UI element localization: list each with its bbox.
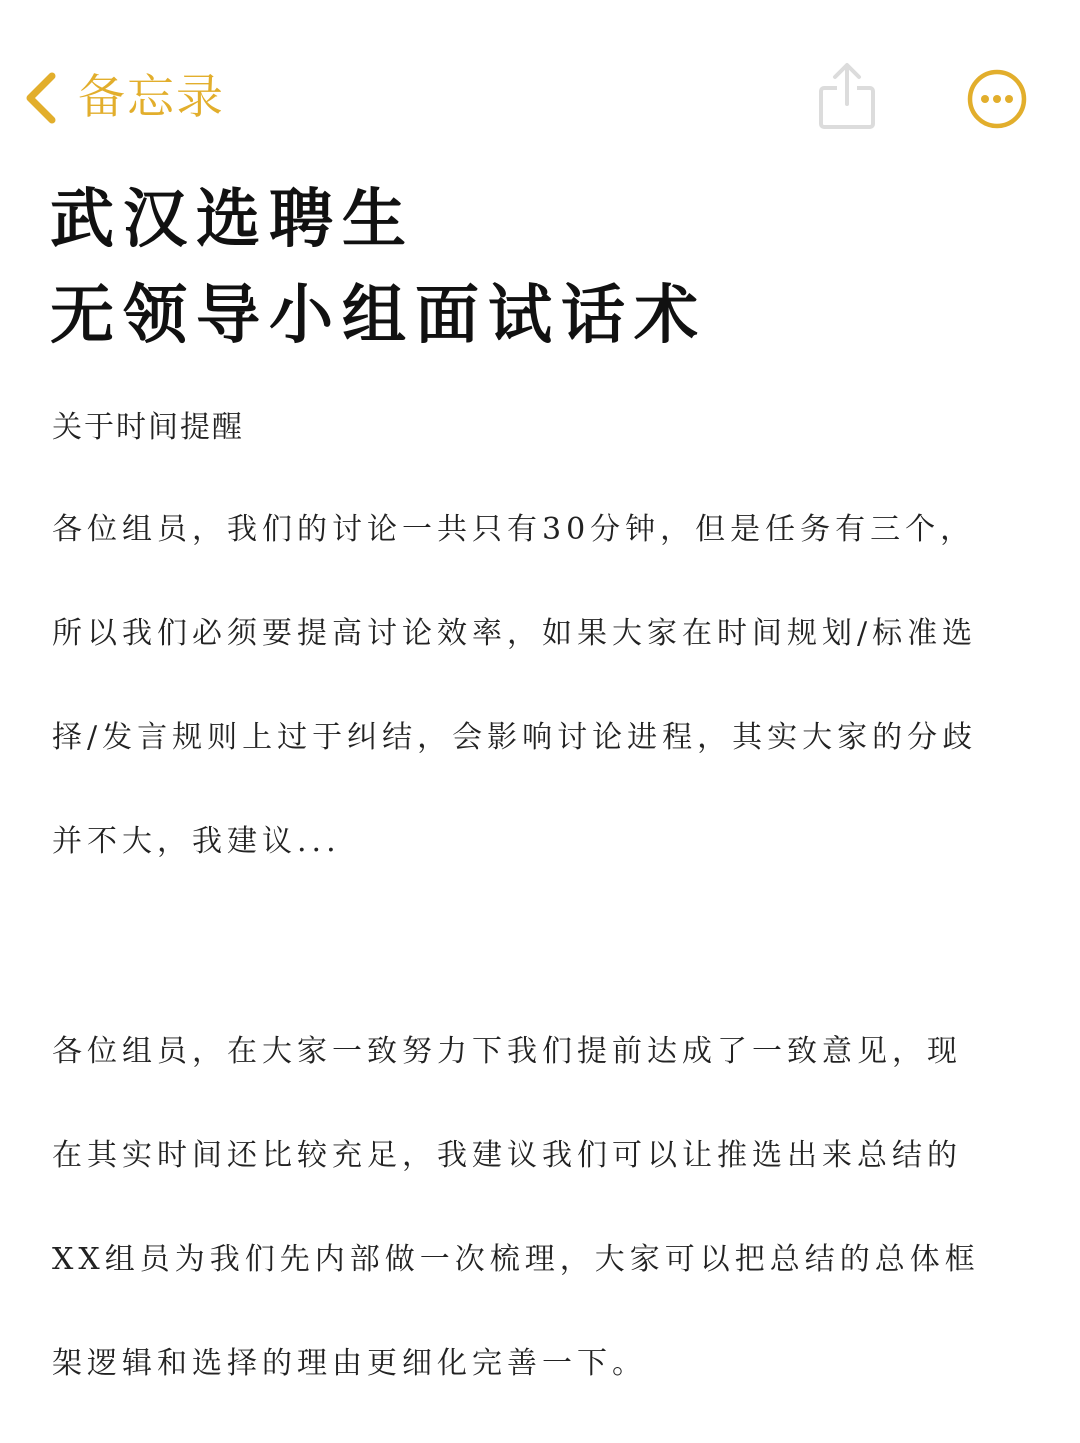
navigation-bar [0, 0, 1080, 160]
ellipsis-circle-icon[interactable] [966, 68, 1028, 130]
section-heading: 关于时间提醒 [52, 410, 244, 445]
paragraph-line: XX组员为我们先内部做一次梳理，大家可以把总结的总体框 [52, 1242, 980, 1277]
share-icon[interactable] [816, 60, 878, 132]
paragraph-line: 在其实时间还比较充足，我建议我们可以让推选出来总结的 [52, 1138, 962, 1173]
back-button[interactable] [22, 66, 225, 130]
paragraph-line: 架逻辑和选择的理由更细化完善一下。 [52, 1346, 647, 1381]
chevron-left-icon [22, 68, 62, 128]
back-label: 备忘录 [78, 70, 225, 125]
paragraph-line: 所以我们必须要提高讨论效率，如果大家在时间规划/标准选 [52, 616, 978, 651]
paragraph-line: 各位组员，在大家一致努力下我们提前达成了一致意见，现 [52, 1034, 962, 1069]
paragraph-time-reminder [52, 500, 1042, 916]
note-title-line-1: 武汉选聘生 [50, 182, 415, 257]
paragraph-line: 各位组员，我们的讨论一共只有30分钟，但是任务有三个， [52, 512, 976, 547]
paragraph-line: 并不大，我建议... [52, 824, 341, 859]
paragraph-early-consensus [52, 1022, 1042, 1438]
paragraph-line: 择/发言规则上过于纠结，会影响讨论进程，其实大家的分歧 [52, 720, 978, 755]
note-title-line-2: 无领导小组面试话术 [50, 278, 707, 353]
note-title [50, 172, 707, 364]
